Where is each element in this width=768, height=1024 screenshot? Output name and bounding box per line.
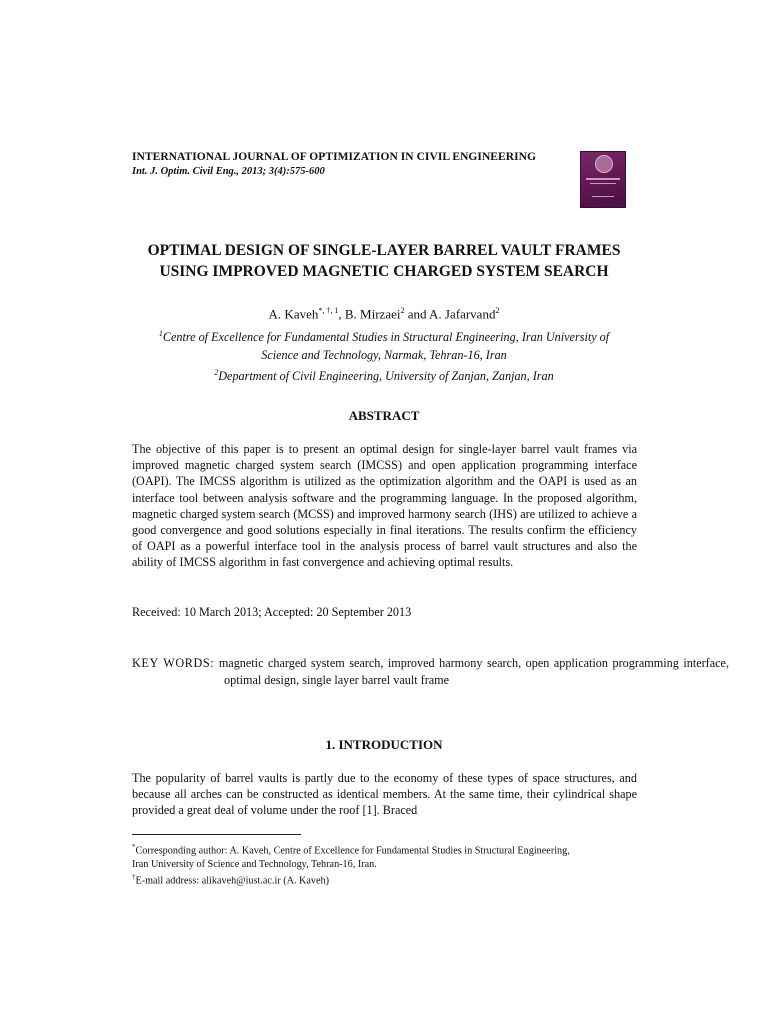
journal-citation: Int. J. Optim. Civil Eng., 2013; 3(4):575-600 bbox=[132, 166, 325, 177]
author-1-marks: *, †, 1 bbox=[318, 306, 339, 315]
author-2-mark: 2 bbox=[400, 306, 405, 315]
affiliation-2-mark: 2 bbox=[214, 368, 219, 378]
journal-seal-icon bbox=[595, 155, 613, 173]
journal-name: INTERNATIONAL JOURNAL OF OPTIMIZATION IN CIVIL ENGINEERING bbox=[132, 151, 536, 163]
footnote-2-mark: † bbox=[132, 873, 136, 882]
keywords-text: magnetic charged system search, improved harmony search, open application programming interface, optimal design, single layer barrel vault frame bbox=[218, 656, 730, 687]
journal-cover-image bbox=[580, 151, 626, 208]
affiliation-1 bbox=[120, 325, 648, 346]
title-line-2: USING IMPROVED MAGNETIC CHARGED SYSTEM SEARCH bbox=[159, 263, 609, 280]
author-3-mark: 2 bbox=[495, 306, 500, 315]
footnotes bbox=[132, 841, 642, 888]
footnote-2 bbox=[132, 871, 642, 888]
abstract-heading: ABSTRACT bbox=[348, 408, 420, 423]
author-2: B. Mirzaei bbox=[344, 306, 401, 322]
author-1: A. Kaveh bbox=[268, 306, 319, 322]
introduction-body: The popularity of barrel vaults is partly due to the economy of these types of space structures, and because all arches can be constructed as identical members. At the same time, their cylindrical shape provided a great deal of volume under the roof [1]. Braced bbox=[132, 771, 637, 818]
footnote-1-line-2: Iran University of Science and Technology, Tehran-16, Iran. bbox=[132, 858, 377, 870]
footnote-2-text: E-mail address: alikaveh@iust.ac.ir (A. Kaveh) bbox=[135, 875, 330, 887]
author-3: A. Jafarvand bbox=[429, 306, 496, 322]
footnote-divider bbox=[132, 834, 301, 835]
affiliation-2-text: Department of Civil Engineering, University of Zanjan, Zanjan, Iran bbox=[218, 369, 554, 384]
author-sep-1: , bbox=[338, 306, 345, 322]
author-sep-2: and bbox=[404, 306, 430, 322]
affiliation-1-line-2: Science and Technology, Narmak, Tehran-16, Iran bbox=[261, 348, 507, 363]
keywords-label: KEY WORDS: bbox=[132, 656, 215, 670]
journal-header bbox=[132, 151, 572, 177]
footnote-1-line-1: Corresponding author: A. Kaveh, Centre of Excellence for Fundamental Studies in Structural Engineering, bbox=[135, 845, 570, 857]
author-list bbox=[100, 306, 668, 322]
affiliation-1-mark: 1 bbox=[158, 329, 163, 338]
introduction-heading: 1. INTRODUCTION bbox=[325, 737, 443, 752]
affiliation-2 bbox=[120, 364, 648, 385]
footnote-1-mark: * bbox=[132, 843, 136, 851]
abstract-body: The objective of this paper is to present an optimal design for single-layer barrel vault frames via improved magnetic charged system search (IMCSS) and open application programming interface (OAPI). The IMCSS algorithm is utilized as the optimization algorithm and the OAPI is used as an interface tool between analysis software and the programming language. In the proposed algorithm, magnetic charged system search (MCSS) and improved harmony search (IHS) are utilized to achieve a good convergence and good solutions especially in final iterations. The results confirm the efficiency of OAPI as a powerful interface tool in the analysis process of barrel vault structures and also the ability of IMCSS algorithm in fast convergence and achieving optimal results. bbox=[132, 442, 637, 570]
keywords bbox=[132, 655, 729, 688]
footnote-1 bbox=[132, 841, 642, 858]
affiliation-1-line-1: Centre of Excellence for Fundamental Studies in Structural Engineering, Iran University of bbox=[162, 330, 610, 345]
paper-title bbox=[100, 240, 668, 282]
affiliations bbox=[120, 325, 648, 385]
received-dates: Received: 10 March 2013; Accepted: 20 September 2013 bbox=[132, 605, 412, 619]
title-line-1: OPTIMAL DESIGN OF SINGLE-LAYER BARREL VAULT FRAMES bbox=[147, 242, 621, 259]
